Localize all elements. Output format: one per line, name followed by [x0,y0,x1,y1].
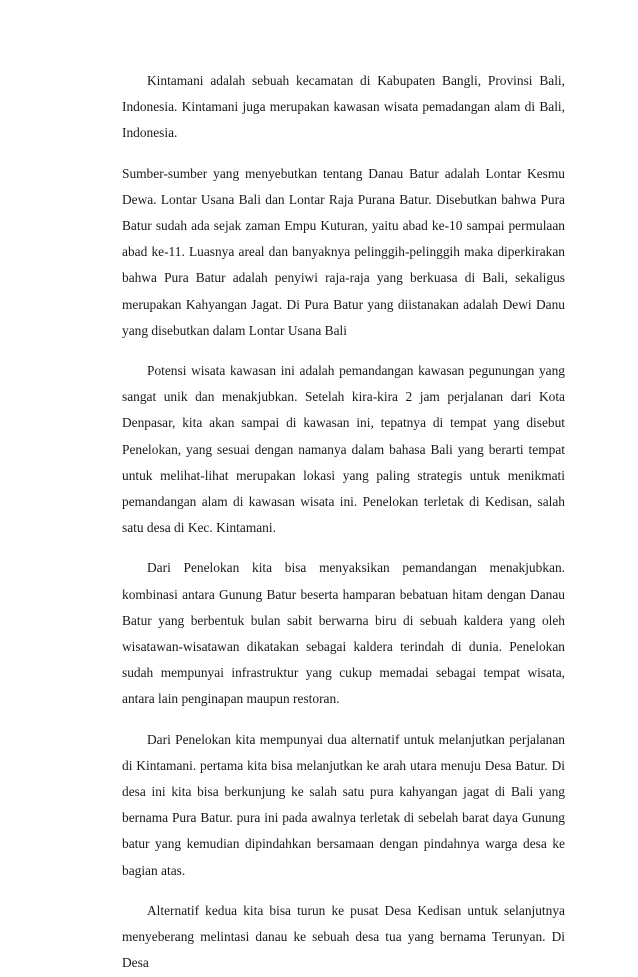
paragraph-second-alternative: Alternatif kedua kita bisa turun ke pusat Desa Kedisan untuk selanjutnya menyeberang melintasi danau ke sebuah desa tua yang bernama Terunyan. Di Desa [122,902,565,971]
paragraph-gap [122,147,565,161]
paragraph-gap [122,713,565,727]
paragraph-gap [122,884,565,898]
paragraph-tourism-potential: Potensi wisata kawasan ini adalah pemandangan kawasan pegunungan yang sangat unik dan menakjubkan. Setelah kira-kira 2 jam perjalanan dari Kota Denpasar, kita akan sampai di kawasan ini, tepatnya di tempat yang disebut Penelokan, yang sesuai dengan namanya dalam bahasa Bali yang berarti tempat untuk melihat-lihat merupakan lokasi yang paling strategis untuk menikmati pemandangan alam di kawasan wisata ini. Penelokan terletak di Kedisan, salah satu desa di Kec. Kintamani. [122,363,565,536]
paragraph-gap [122,541,565,555]
paragraph-gap [122,344,565,358]
paragraph-route-options: Dari Penelokan kita mempunyai dua alternatif untuk melanjutkan perjalanan di Kintamani. pertama kita bisa melanjutkan ke arah utara menuju Desa Batur. Di desa ini kita bisa berkunjung ke salah satu pura kahyangan jagat di Bali yang bernama Pura Batur. pura ini pada awalnya terletak di sebelah barat daya Gunung batur yang kemudian dipindahkan bersamaan dengan pindahnya warga desa ke bagian atas. [122,731,565,878]
paragraph-penelokan-view: Dari Penelokan kita bisa menyaksikan pemandangan menakjubkan. kombinasi antara Gunung Batur beserta hamparan bebatuan hitam dengan Danau Batur yang berbentuk bulan sabit berwarna biru di sebuah kaldera yang oleh wisatawan-wisatawan dikatakan sebagai kaldera terindah di dunia. Penelokan sudah mempunyai infrastruktur yang cukup memadai sebagai tempat wisata, antara lain penginapan maupun restoran. [122,560,565,707]
paragraph-kintamani-intro: Kintamani adalah sebuah kecamatan di Kabupaten Bangli, Provinsi Bali, Indonesia. Kintamani juga merupakan kawasan wisata pemadangan alam di Bali, Indonesia. [122,73,565,141]
paragraph-danau-batur-sources: Sumber-sumber yang menyebutkan tentang Danau Batur adalah Lontar Kesmu Dewa. Lontar Usana Bali dan Lontar Raja Purana Batur. Disebutkan bahwa Pura Batur sudah ada sejak zaman Empu Kuturan, yaitu abad ke-10 sampai permulaan abad ke-11. Luasnya areal dan banyaknya pelinggih-pelinggih maka diperkirakan bahwa Pura Batur adalah penyiwi raja-raja yang berkuasa di Bali, sekaligus merupakan Kahyangan Jagat. Di Pura Batur yang diistanakan adalah Dewi Danu yang disebutkan dalam Lontar Usana Bali [122,165,565,338]
